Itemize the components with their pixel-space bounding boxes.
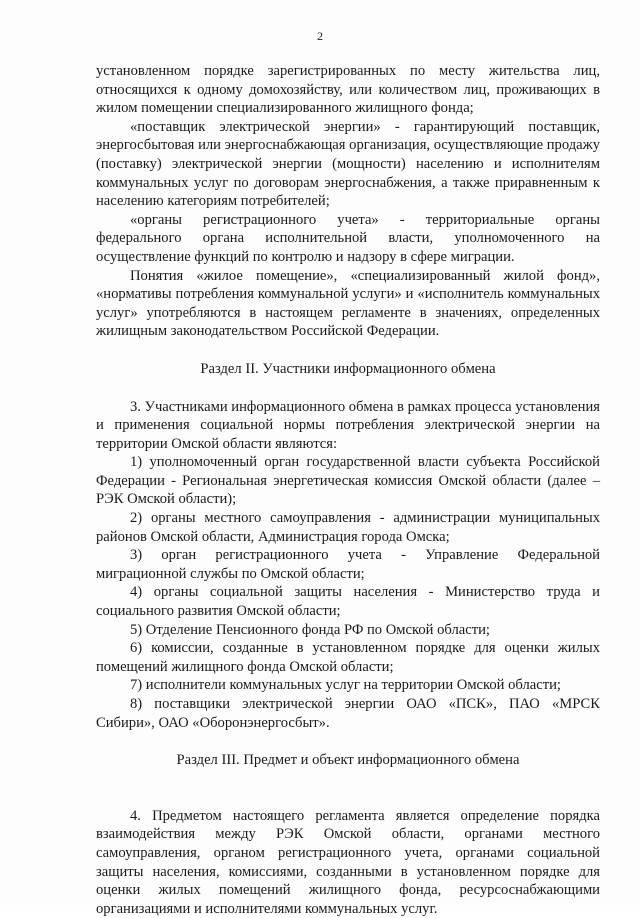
section-heading: Раздел II. Участники информационного обмена <box>200 360 496 377</box>
paragraph: установленном порядке зарегистрированных по месту жительства лиц, относящихся к одному домохозяйству, или количеством лиц, проживающих в жилом помещении специализированного жилищного фонда; <box>96 63 600 117</box>
section-heading: Раздел III. Предмет и объект информационного обмена <box>176 752 520 769</box>
paragraph: Понятия «жилое помещение», «специализированный жилой фонд», «нормативы потребления коммунальной услуги» и «исполнитель коммунальных услуг» употребляются в настоящем регламенте в значениях, определенных жилищным законодательством Российской Федерации. <box>96 267 600 340</box>
document-body <box>96 62 600 918</box>
list-item: 5) Отделение Пенсионного фонда РФ по Омской области; <box>130 621 490 638</box>
list-item: 1) уполномоченный орган государственной власти субъекта Российской Федерации - Региональная энергетическая комиссия Омской области (далее – РЭК Омской области); <box>96 454 600 508</box>
list-item: 7) исполнители коммунальных услуг на территории Омской области; <box>130 677 561 694</box>
page-number: 2 <box>317 29 323 43</box>
list-item: 2) органы местного самоуправления - администрации муниципальных районов Омской области, Администрация города Омска; <box>96 510 600 545</box>
list-item: 4. Предметом настоящего регламента является определение порядка взаимодействия между РЭК Омской области, органами местного самоуправления, органом регистрационного учета, органами социальной защиты населения, комиссиями, созданными в установленном порядке для оценки жилых помещений жилищного фонда, ресурсоснабжающими организациями и исполнителями коммунальных услуг. <box>96 807 600 917</box>
list-item: 3) орган регистрационного учета - Управление Федеральной миграционной службы по Омской области; <box>96 547 600 582</box>
paragraph: «органы регистрационного учета» - территориальные органы федерального органа исполнительной власти, уполномоченного на осуществление функций по контролю и надзору в сфере миграции. <box>96 211 600 265</box>
list-item: 3. Участниками информационного обмена в рамках процесса установления и применения социальной нормы потребления электрической энергии на территории Омской области являются: <box>96 398 600 452</box>
paragraph: «поставщик электрической энергии» - гарантирующий поставщик, энергосбытовая или энергоснабжающая организация, осуществляющие продажу (поставку) электрической энергии (мощности) населению и исполнителям коммунальных услуг по договорам энергоснабжения, а также приравненным к населению категориям потребителей; <box>96 118 600 210</box>
list-item: 8) поставщики электрической энергии ОАО «ПСК», ПАО «МРСК Сибири», ОАО «Оборонэнергосбыт». <box>96 696 600 731</box>
list-item: 6) комиссии, созданные в установленном порядке для оценки жилых помещений жилищного фонда Омской области; <box>96 640 600 675</box>
list-item: 4) органы социальной защиты населения - Министерство труда и социального развития Омской области; <box>96 584 600 620</box>
